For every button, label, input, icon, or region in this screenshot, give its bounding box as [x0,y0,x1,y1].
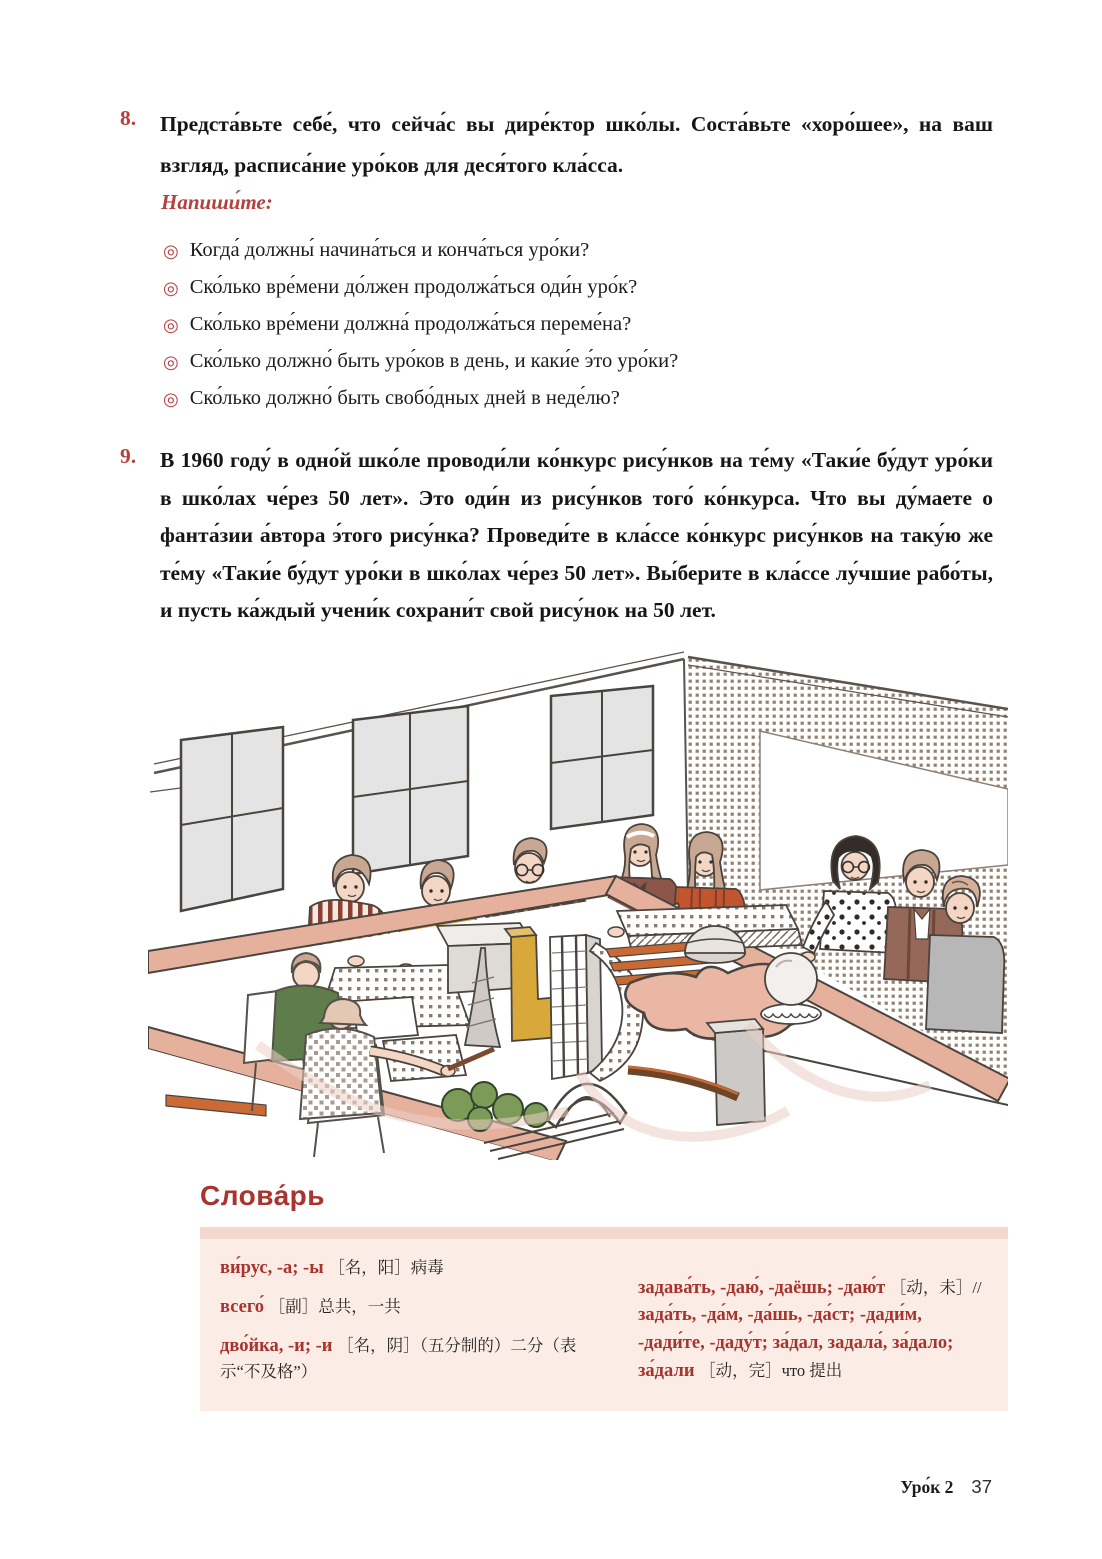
vocab-word: зада́ть, -да́м, -да́шь, -да́ст; -дади́м, -дади́те, -даду́т; за́дал, задала́, за́дало; за́дали [638,1305,954,1381]
vocab-entry [220,1255,612,1281]
window [181,727,283,911]
bullet-icon: ◎ [163,388,179,409]
vocabulary-box [200,1227,1008,1411]
vocab-gloss: ［名，阴］（五分制的）二分（表示“不及格”） [220,1336,577,1381]
vocab-entry [638,1274,990,1386]
exercise-9-text: В 1960 году́ в одно́й шко́ле проводи́ли ко́нкурс рису́нков на те́му «Таки́е бу́дут уро́ки в шко́лах че́рез 50 лет». Это оди́н из рису́нков того́ ко́нкурса. Что вы ду́маете о фанта́зии а́втора э́того рису́нка? Проведи́те в кла́ссе ко́нкурс рису́нков на таку́ю же те́му «Таки́е бу́дут уро́ки в шко́лах че́рез 50 лет». Вы́берите в кла́ссе лу́чшие рабо́ты, и пусть ка́ждый учени́к сохрани́т свой рису́нок на 50 лет. [160,448,993,622]
bullet-text: Ско́лько вре́мени до́лжен продолжа́ться оди́н уро́к? [189,276,638,298]
list-item [163,306,943,343]
bullet-text: Ско́лько вре́мени должна́ продолжа́ться переме́на? [189,313,632,335]
page-footer [0,1476,992,1498]
list-item [163,380,943,417]
vocabulary-box-band [200,1227,1008,1239]
window [551,686,653,829]
vocab-gloss: ［动，完］что 提出 [699,1361,843,1380]
vocab-word: дво́йка, -и; -и [220,1336,333,1356]
vocab-entry [220,1333,612,1385]
list-item [163,269,943,306]
vocab-gloss: ［名，阳］病毒 [328,1258,444,1277]
bullet-icon: ◎ [163,314,179,335]
classroom-illustration [148,643,1008,1160]
exercise-8-prompt: Напиши́те: [161,190,273,214]
bullet-icon: ◎ [163,351,179,372]
bullet-text: Ско́лько должно́ быть уро́ков в день, и каки́е э́то уро́ки? [189,350,679,372]
sphere-pavilion [761,953,821,1024]
bullet-text: Ско́лько должно́ быть свобо́дных дней в неде́лю? [189,387,620,409]
lesson-label: Уро́к 2 [900,1477,954,1497]
bullet-icon: ◎ [163,240,179,261]
page-number: 37 [971,1476,992,1497]
bullet-text: Когда́ должны́ начина́ться и конча́ться уро́ки? [189,239,590,261]
vocab-gloss: ［动，未］// [889,1277,982,1297]
vocab-word: задава́ть, -даю́, -даёшь; -даю́т [638,1277,890,1298]
vocabulary-right-column [638,1255,990,1404]
vocab-entry [220,1294,612,1320]
vocab-word: всего́ [220,1297,265,1317]
vocab-gloss: ［副］总共，一共 [268,1297,401,1316]
vocab-word: ви́рус, -а; -ы [220,1258,324,1278]
exercise-9-number: 9. [120,444,137,468]
list-item [163,343,943,380]
exercise-8-number: 8. [120,106,137,130]
gray-block [715,1029,765,1125]
bullet-icon: ◎ [163,277,179,298]
exercise-8-text: Предста́вьте себе́, что сейча́с вы дире́ктор шко́лы. Соста́вьте «хоро́шее», на ваш взгляд, расписа́ние уро́ков для деся́того кла́сса. [160,112,993,177]
vocabulary-title: Слова́рь [200,1180,325,1211]
list-item [163,232,943,269]
vocabulary-left-column [220,1255,612,1404]
window [353,706,468,874]
exercise-8-bullet-list [163,232,943,417]
